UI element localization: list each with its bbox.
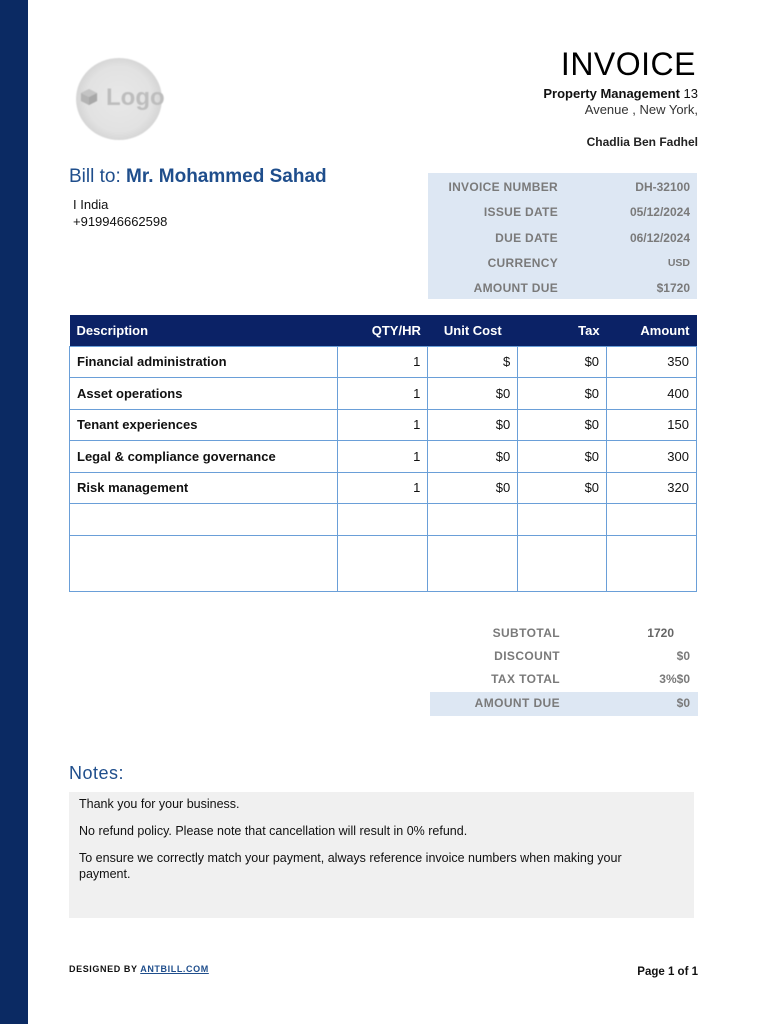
note-line: Thank you for your business. [79, 797, 240, 811]
cell-amount: 400 [607, 378, 697, 410]
meta-value: $1720 [656, 281, 690, 295]
cell-unit-cost: $0 [428, 378, 518, 410]
cell-qty: 1 [338, 346, 428, 378]
cell-qty: 1 [338, 472, 428, 504]
table-header-row [70, 315, 697, 346]
header-qty: QTY/HR [338, 315, 428, 346]
client-address: I India [73, 197, 109, 212]
cell-unit-cost: $0 [428, 409, 518, 441]
cell-amount: 150 [607, 409, 697, 441]
company-info [543, 86, 698, 118]
client-name: Mr. Mohammed Sahad [126, 166, 327, 187]
cell-amount: 320 [607, 472, 697, 504]
cell-qty: 1 [338, 409, 428, 441]
meta-label: ISSUE DATE [483, 205, 558, 219]
cell-tax: $0 [518, 346, 607, 378]
tax-total-row [430, 668, 698, 691]
cube-icon [80, 88, 98, 106]
empty-cell [428, 535, 518, 591]
cell-tax: $0 [518, 472, 607, 504]
line-items-table [69, 315, 697, 592]
meta-value: 05/12/2024 [629, 205, 690, 219]
header-unit-cost: Unit Cost [428, 315, 518, 346]
totals-block [430, 622, 698, 716]
cell-qty: 1 [338, 378, 428, 410]
designed-by-label: DESIGNED BY [69, 964, 141, 974]
table-row [70, 441, 697, 473]
meta-label: AMOUNT DUE [473, 281, 558, 295]
table-row-empty [70, 535, 697, 591]
cell-amount: 350 [607, 346, 697, 378]
discount-label: DISCOUNT [494, 649, 560, 663]
meta-label: DUE DATE [495, 231, 558, 245]
header-description: Description [70, 315, 338, 346]
meta-value: USD [667, 257, 690, 269]
invoice-meta-box [428, 173, 697, 299]
cell-unit-cost: $ [428, 346, 518, 378]
cell-qty: 1 [338, 441, 428, 473]
cell-unit-cost: $0 [428, 472, 518, 504]
header-tax: Tax [518, 315, 607, 346]
empty-cell [70, 504, 338, 536]
owner-name: Chadlia Ben Fadhel [586, 135, 698, 149]
left-accent-bar [0, 0, 28, 1024]
cell-description: Financial administration [70, 346, 338, 378]
header-amount: Amount [607, 315, 697, 346]
logo-text: Logo [106, 84, 165, 111]
meta-row-currency [428, 250, 697, 275]
empty-cell [338, 504, 428, 536]
empty-cell [518, 535, 607, 591]
empty-cell [338, 535, 428, 591]
cell-tax: $0 [518, 378, 607, 410]
subtotal-label: SUBTOTAL [492, 626, 560, 640]
client-phone: +919946662598 [73, 214, 168, 229]
cell-amount: 300 [607, 441, 697, 473]
designer-link[interactable]: ANTBILL.COM [140, 964, 209, 974]
meta-row-invoice-number [428, 174, 697, 199]
cell-description: Tenant experiences [70, 409, 338, 441]
cell-tax: $0 [518, 409, 607, 441]
amount-due-row [430, 692, 698, 716]
bill-to-heading [69, 166, 327, 188]
company-name: Property Management [543, 86, 680, 101]
company-address-line2: Avenue , New York, [584, 102, 698, 117]
meta-label: INVOICE NUMBER [448, 180, 558, 194]
amount-due-label: AMOUNT DUE [474, 696, 560, 710]
cell-description: Risk management [70, 472, 338, 504]
table-row [70, 378, 697, 410]
tax-total-value: 3%$0 [659, 672, 690, 686]
note-line: To ensure we correctly match your payment, always reference invoice numbers when making your payment. [79, 851, 622, 881]
empty-cell [428, 504, 518, 536]
notes-heading: Notes: [69, 763, 125, 783]
subtotal-row [430, 622, 698, 645]
discount-row [430, 645, 698, 668]
notes-box [69, 792, 694, 918]
tax-total-label: TAX TOTAL [491, 672, 560, 686]
table-row [70, 409, 697, 441]
cell-description: Legal & compliance governance [70, 441, 338, 473]
meta-row-amount-due [428, 275, 697, 300]
table-row-empty [70, 504, 697, 536]
empty-cell [607, 535, 697, 591]
cell-tax: $0 [518, 441, 607, 473]
company-logo [76, 58, 165, 140]
empty-cell [518, 504, 607, 536]
subtotal-value: 1720 [647, 626, 674, 640]
company-address-line1: 13 [679, 86, 698, 101]
table-row [70, 346, 697, 378]
meta-value: 06/12/2024 [629, 231, 690, 245]
invoice-title: INVOICE [560, 46, 696, 82]
amount-due-value: $0 [676, 696, 690, 710]
discount-value: $0 [676, 649, 690, 663]
note-line: No refund policy. Please note that cancellation will result in 0% refund. [79, 824, 468, 838]
cell-description: Asset operations [70, 378, 338, 410]
designed-by [69, 964, 209, 974]
page-number: Page 1 of 1 [637, 966, 698, 978]
client-details [73, 196, 167, 230]
table-row [70, 472, 697, 504]
meta-row-due-date [428, 225, 697, 250]
empty-cell [70, 535, 338, 591]
meta-label: CURRENCY [487, 256, 558, 270]
meta-row-issue-date [428, 199, 697, 224]
empty-cell [607, 504, 697, 536]
meta-value: DH-32100 [635, 180, 690, 194]
cell-unit-cost: $0 [428, 441, 518, 473]
bill-to-prefix: Bill to: [69, 166, 127, 187]
